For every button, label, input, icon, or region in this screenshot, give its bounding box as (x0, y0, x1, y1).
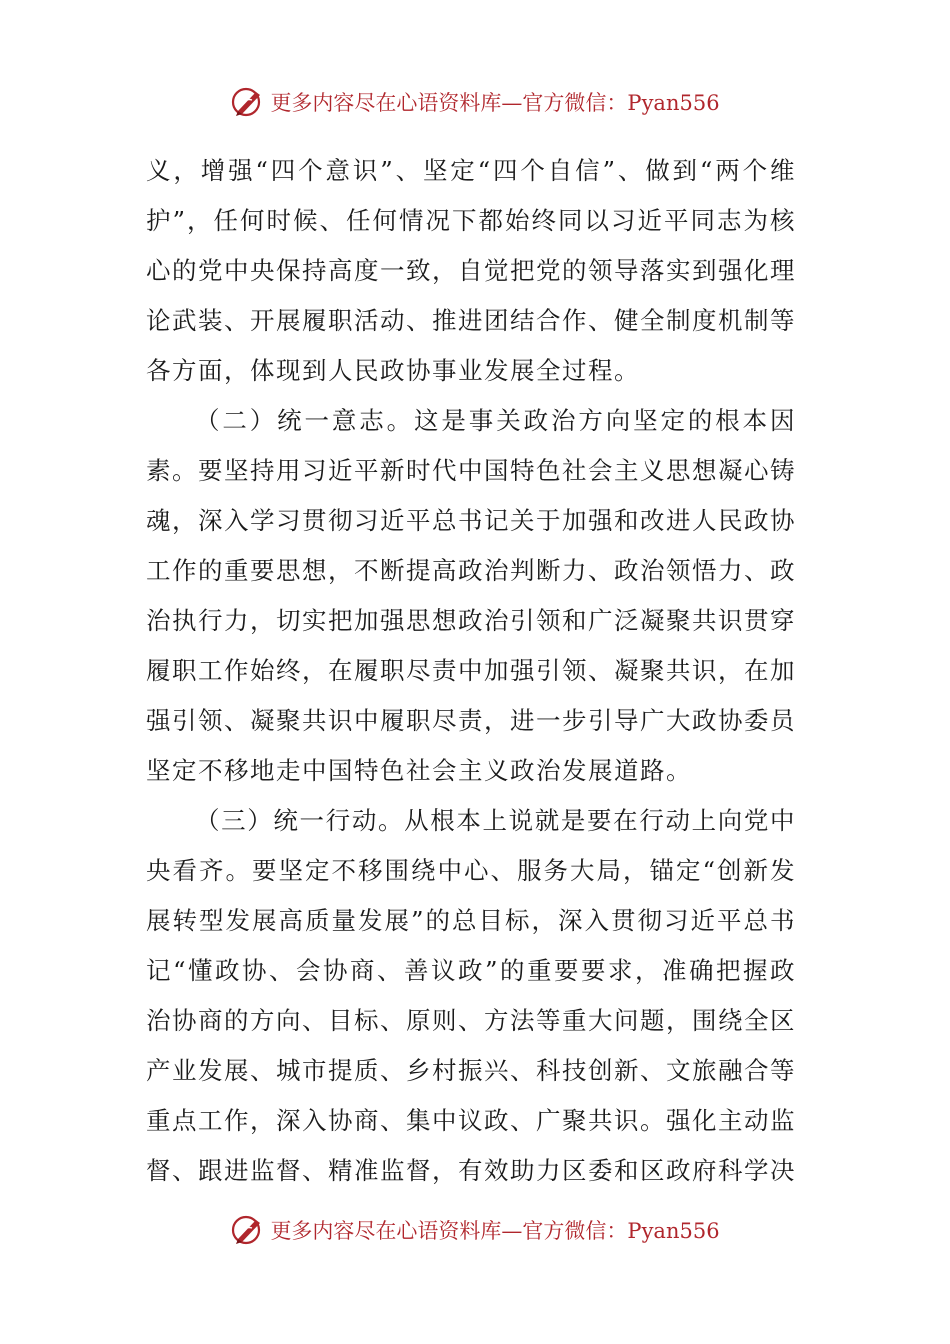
footer-watermark-banner (0, 1208, 950, 1252)
pen-logo-icon (230, 1212, 266, 1248)
document-body (146, 146, 796, 1196)
paragraph-unified-will: （二）统一意志。这是事关政治方向坚定的根本因素。要坚持用习近平新时代中国特色社会主义思想凝心铸魂，深入学习贯彻习近平总书记关于加强和改进人民政协工作的重要思想，不断提高政治判断力、政治领悟力、政治执行力，切实把加强思想政治引领和广泛凝聚共识贯穿履职工作始终，在履职尽责中加强引领、凝聚共识，在加强引领、凝聚共识中履职尽责，进一步引导广大政协委员坚定不移地走中国特色社会主义政治发展道路。 (146, 406, 796, 785)
header-watermark-text: 更多内容尽在心语资料库—官方微信：Pyan556 (270, 91, 720, 115)
header-watermark-banner (0, 80, 950, 124)
pen-logo-icon (230, 84, 266, 120)
paragraph-continuation: 义，增强“四个意识”、坚定“四个自信”、做到“两个维护”，任何时候、任何情况下都始终同以习近平同志为核心的党中央保持高度一致，自觉把党的领导落实到强化理论武装、开展履职活动、推进团结合作、健全制度机制等各方面，体现到人民政协事业发展全过程。 (146, 156, 796, 385)
footer-watermark-text: 更多内容尽在心语资料库—官方微信：Pyan556 (270, 1219, 720, 1243)
paragraph-unified-action: （三）统一行动。从根本上说就是要在行动上向党中央看齐。要坚定不移围绕中心、服务大局，锚定“创新发展转型发展高质量发展”的总目标，深入贯彻习近平总书记“懂政协、会协商、善议政”的重要要求，准确把握政治协商的方向、目标、原则、方法等重大问题，围绕全区产业发展、城市提质、乡村振兴、科技创新、文旅融合等重点工作，深入协商、集中议政、广聚共识。强化主动监督、跟进监督、精准监督，有效助力区委和区政府科学决 (146, 806, 796, 1185)
